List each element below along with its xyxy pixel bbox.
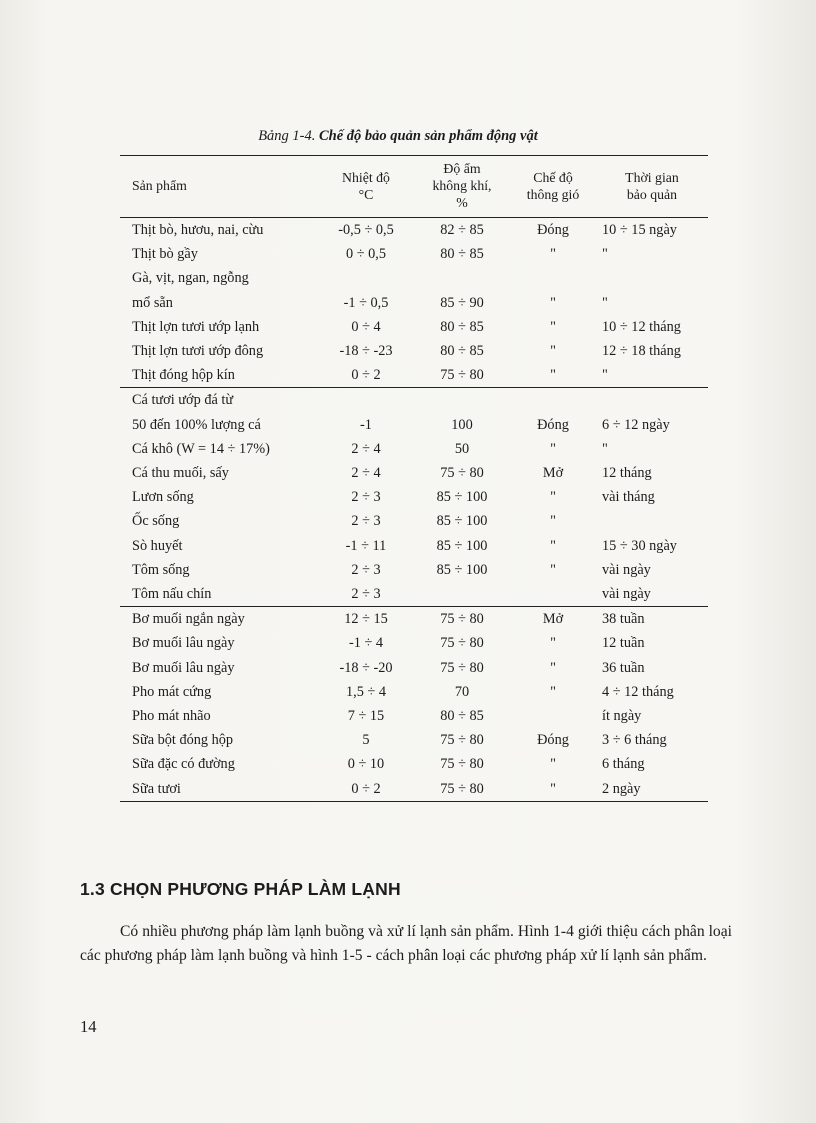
table-row [120, 752, 708, 776]
cell-humidity: 80 ÷ 85 [440, 318, 484, 335]
table-row [120, 291, 708, 315]
cell-ventilation: " [550, 440, 556, 457]
cell-ventilation: Đóng [537, 732, 569, 749]
cell-ventilation: " [550, 489, 556, 506]
cell-temperature [318, 266, 414, 290]
cell-ventilation: " [510, 777, 596, 802]
cell-temperature: 2 ÷ 3 [351, 561, 381, 578]
table-row [120, 315, 708, 339]
cell-storage-time: vài ngày [602, 586, 651, 603]
page-number: 14 [80, 1017, 97, 1036]
cell-product: Thịt bò gầy [132, 246, 198, 263]
cell-storage-time: 12 ÷ 18 tháng [602, 343, 681, 360]
cell-storage-time: ít ngày [602, 708, 642, 725]
cell-humidity: 85 ÷ 100 [436, 537, 488, 554]
cell-temperature: -18 ÷ -23 [339, 343, 393, 360]
cell-product: Sữa đặc có đường [132, 756, 235, 773]
cell-product: Sò huyết [132, 537, 183, 554]
cell-product: Bơ muối lâu ngày [132, 659, 235, 676]
table-row [120, 558, 708, 582]
cell-ventilation: " [550, 635, 556, 652]
table-row [120, 485, 708, 509]
cell-product: Thịt đóng hộp kín [132, 367, 235, 384]
cell-storage-time [596, 388, 708, 413]
cell-ventilation [510, 704, 596, 728]
cell-product: Cá tươi ướp đá từ [120, 388, 318, 413]
cell-ventilation: " [550, 343, 556, 360]
cell-ventilation: " [550, 683, 556, 700]
table-row [120, 437, 708, 461]
cell-humidity: 75 ÷ 80 [414, 777, 510, 802]
cell-humidity [414, 388, 510, 413]
table-row [120, 777, 708, 802]
cell-humidity: 75 ÷ 80 [440, 367, 484, 384]
cell-humidity: 70 [454, 683, 470, 700]
cell-temperature: 5 [362, 732, 370, 749]
cell-humidity: 100 [451, 416, 473, 433]
cell-product: Pho mát nhão [132, 708, 211, 725]
cell-storage-time: 2 ngày [596, 777, 708, 802]
table-row [120, 704, 708, 728]
cell-ventilation: Mở [510, 607, 596, 632]
cell-ventilation: " [550, 659, 556, 676]
cell-storage-time: vài ngày [602, 561, 651, 578]
cell-temperature: 2 ÷ 4 [351, 465, 381, 482]
table-row [120, 607, 708, 632]
cell-humidity [414, 266, 510, 290]
cell-storage-time: " [602, 294, 608, 311]
header-humidity: Độ ẩm không khí, % [414, 156, 510, 218]
cell-humidity: 85 ÷ 100 [436, 513, 488, 530]
cell-storage-time: " [602, 440, 608, 457]
cell-temperature: 1,5 ÷ 4 [345, 683, 386, 700]
cell-temperature: 2 ÷ 3 [351, 489, 381, 506]
table-row [120, 363, 708, 388]
cell-humidity: 75 ÷ 80 [440, 659, 484, 676]
cell-humidity: 80 ÷ 85 [440, 246, 484, 263]
table-row [120, 656, 708, 680]
cell-ventilation: Đóng [537, 416, 569, 433]
cell-temperature: 12 ÷ 15 [318, 607, 414, 632]
table-row [120, 631, 708, 655]
cell-humidity: 80 ÷ 85 [440, 343, 484, 360]
cell-temperature: 2 ÷ 3 [351, 586, 381, 603]
table-row [120, 582, 708, 607]
cell-product: Lươn sống [132, 489, 194, 506]
table-row [120, 266, 708, 290]
cell-product: Cá khô (W = 14 ÷ 17%) [132, 440, 270, 457]
section-heading: 1.3 CHỌN PHƯƠNG PHÁP LÀM LẠNH [80, 879, 401, 899]
cell-temperature: -1 ÷ 11 [345, 537, 387, 554]
cell-product: Sữa bột đóng hộp [132, 732, 234, 749]
header-temperature: Nhiệt độ °C [318, 156, 414, 218]
cell-temperature: 0 ÷ 0,5 [345, 246, 386, 263]
cell-storage-time: " [602, 246, 608, 263]
cell-product: Thịt lợn tươi ướp lạnh [132, 318, 260, 335]
cell-product: 50 đến 100% lượng cá [132, 416, 261, 433]
table-row [120, 339, 708, 363]
table-row [120, 242, 708, 266]
cell-product: Thịt lợn tươi ướp đông [132, 343, 264, 360]
cell-temperature: -1 [360, 416, 372, 433]
cell-ventilation: Mở [542, 465, 564, 482]
table-caption-title: Chế độ bảo quản sản phẩm động vật [319, 128, 538, 144]
table-row [120, 461, 708, 485]
cell-product: Pho mát cứng [132, 683, 212, 700]
cell-ventilation: " [550, 756, 556, 773]
cell-storage-time: vài tháng [602, 489, 655, 506]
cell-humidity: 75 ÷ 80 [440, 756, 484, 773]
cell-ventilation: " [550, 246, 556, 263]
cell-humidity: 80 ÷ 85 [440, 708, 484, 725]
cell-ventilation: " [550, 537, 556, 554]
table-row [120, 534, 708, 558]
cell-storage-time [596, 509, 708, 533]
cell-product: Sữa tươi [120, 777, 318, 802]
storage-table [120, 155, 708, 802]
cell-storage-time: 10 ÷ 15 ngày [602, 222, 677, 238]
table-row [120, 509, 708, 533]
cell-humidity: 75 ÷ 80 [440, 635, 484, 652]
cell-humidity: 50 [454, 440, 470, 457]
cell-humidity: 75 ÷ 80 [440, 732, 484, 749]
cell-storage-time: 12 tháng [602, 465, 652, 482]
header-product: Sản phẩm [120, 156, 318, 218]
cell-storage-time: 15 ÷ 30 ngày [602, 537, 677, 554]
cell-ventilation: " [550, 367, 556, 384]
cell-temperature: 2 ÷ 3 [351, 513, 381, 530]
table-row [120, 728, 708, 752]
cell-temperature [318, 388, 414, 413]
cell-humidity: 85 ÷ 90 [440, 294, 484, 311]
cell-humidity: 85 ÷ 100 [436, 489, 488, 506]
cell-ventilation: " [550, 318, 556, 335]
cell-product: Tôm sống [132, 561, 190, 578]
table-row [120, 388, 708, 413]
cell-ventilation: Đóng [537, 222, 569, 238]
cell-temperature: 2 ÷ 4 [351, 440, 381, 457]
cell-temperature: 0 ÷ 2 [351, 367, 381, 384]
cell-ventilation: " [550, 513, 556, 530]
cell-temperature: 0 ÷ 10 [347, 756, 385, 773]
cell-product: Gà, vịt, ngan, ngỗng [132, 270, 249, 287]
cell-temperature: -0,5 ÷ 0,5 [338, 222, 394, 238]
cell-storage-time: 4 ÷ 12 tháng [602, 683, 674, 700]
cell-temperature: 0 ÷ 2 [318, 777, 414, 802]
cell-storage-time: 36 tuần [602, 659, 645, 676]
cell-humidity: 82 ÷ 85 [440, 222, 484, 238]
cell-ventilation [510, 582, 596, 607]
cell-humidity: 75 ÷ 80 [414, 607, 510, 632]
cell-storage-time: 3 ÷ 6 tháng [602, 732, 667, 749]
cell-storage-time: 6 tháng [602, 756, 645, 773]
table-caption-label: Bảng 1-4. [258, 128, 316, 144]
cell-product: Tôm nấu chín [132, 586, 212, 603]
header-storage-time: Thời gian bảo quản [596, 156, 708, 218]
cell-humidity: 85 ÷ 100 [436, 561, 488, 578]
cell-humidity [414, 582, 510, 607]
cell-storage-time [596, 266, 708, 290]
cell-temperature: 7 ÷ 15 [347, 708, 385, 725]
cell-product: Ốc sống [132, 513, 180, 530]
cell-humidity: 75 ÷ 80 [440, 465, 484, 482]
cell-product: Bơ muối ngắn ngày [120, 607, 318, 632]
cell-product: Cá thu muối, sấy [132, 465, 229, 482]
cell-ventilation [510, 388, 596, 413]
cell-storage-time: " [602, 367, 608, 384]
header-ventilation: Chế độ thông gió [510, 156, 596, 218]
cell-temperature: 0 ÷ 4 [351, 318, 381, 335]
cell-product: Thịt bò, hươu, nai, cừu [132, 222, 264, 238]
cell-storage-time: 10 ÷ 12 tháng [602, 318, 681, 335]
cell-temperature: -1 ÷ 4 [348, 635, 384, 652]
table-row [120, 218, 708, 243]
table-caption [120, 128, 676, 145]
cell-product: mổ sẵn [132, 294, 173, 311]
cell-storage-time: 38 tuần [596, 607, 708, 632]
section-paragraph: Có nhiều phương pháp làm lạnh buồng và xử lí lạnh sản phẩm. Hình 1-4 giới thiệu cách phân loại các phương pháp làm lạnh buồng và hình 1-5 - cách phân loại các phương pháp xử lí lạnh sản phẩm. [80, 923, 732, 964]
cell-ventilation: " [550, 561, 556, 578]
cell-temperature: -1 ÷ 0,5 [343, 294, 389, 311]
table-row [120, 680, 708, 704]
cell-temperature: -18 ÷ -20 [339, 659, 393, 676]
table-header-row [120, 156, 708, 218]
cell-storage-time: 6 ÷ 12 ngày [602, 416, 670, 433]
cell-ventilation: " [550, 294, 556, 311]
cell-product: Bơ muối lâu ngày [132, 635, 235, 652]
cell-ventilation [510, 266, 596, 290]
cell-storage-time: 12 tuần [602, 635, 645, 652]
table-row [120, 413, 708, 437]
